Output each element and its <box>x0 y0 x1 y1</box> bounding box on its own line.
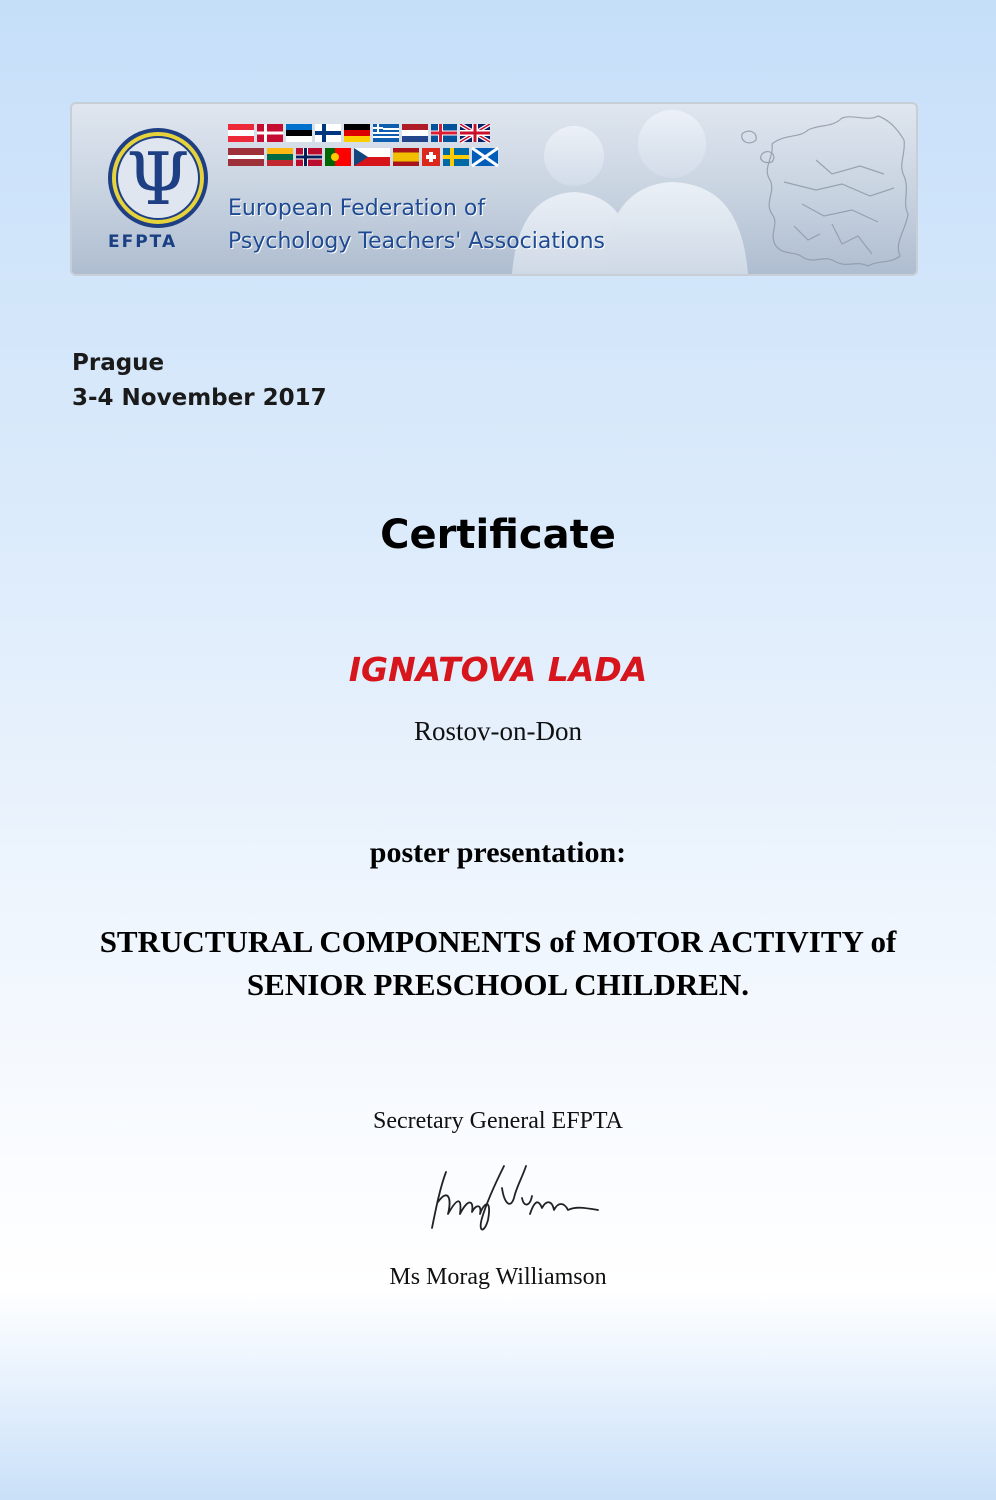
logo-text: EFPTA <box>108 232 178 252</box>
flags-icon <box>228 124 510 168</box>
event-date: 3-4 November 2017 <box>72 385 327 411</box>
presentation-type: poster presentation: <box>369 836 627 869</box>
presentation-title-line-1: STRUCTURAL COMPONENTS of MOTOR ACTIVITY of <box>99 924 897 959</box>
recipient-name: IGNATOVA LADA <box>348 650 648 689</box>
org-name-line-1: European Federation of <box>228 196 486 221</box>
header-banner <box>70 102 918 276</box>
psi-logo-icon <box>106 126 210 230</box>
certificate-title: Certificate <box>380 512 616 558</box>
org-name-line-2: Psychology Teachers' Associations <box>228 229 605 254</box>
signature-icon <box>418 1158 608 1238</box>
svg-text:Ψ: Ψ <box>126 137 190 221</box>
presentation-title <box>0 920 996 1006</box>
event-city: Prague <box>72 350 165 376</box>
signatory-name: Ms Morag Williamson <box>389 1264 607 1290</box>
europe-map-icon <box>742 116 908 266</box>
presentation-title-line-2: SENIOR PRESCHOOL CHILDREN. <box>246 967 750 1002</box>
recipient-city: Rostov-on-Don <box>414 716 582 746</box>
signatory-role: Secretary General EFPTA <box>373 1108 623 1134</box>
